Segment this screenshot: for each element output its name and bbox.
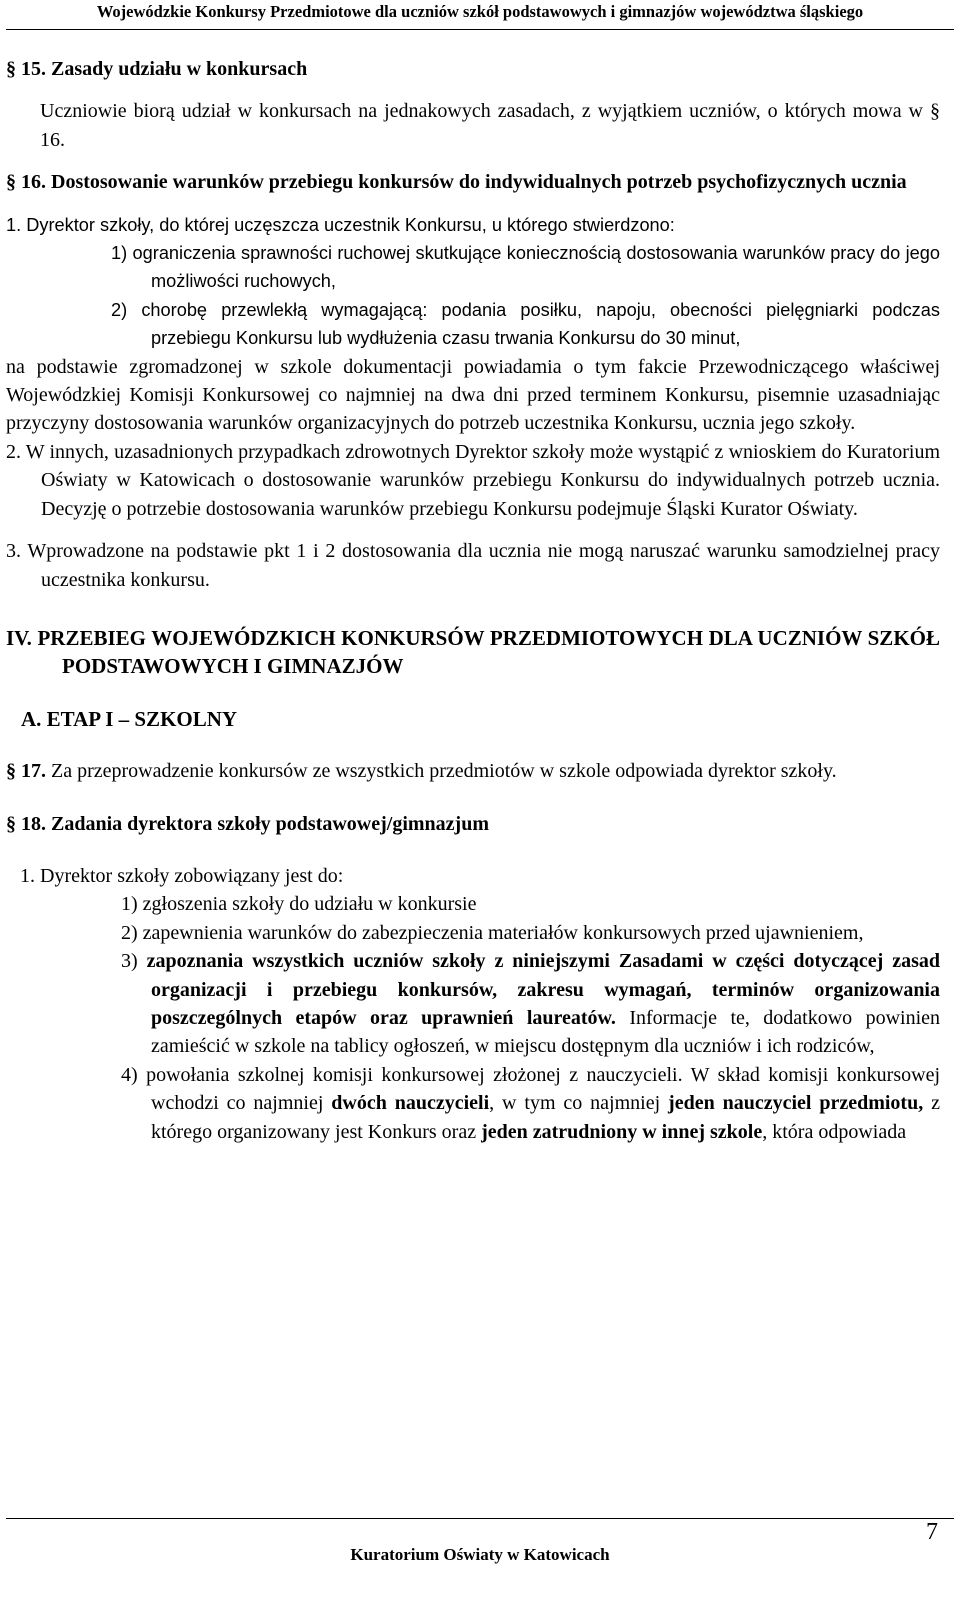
- section-18-item-4-text-a: 4) powołania szkolnej komisji konkursowej złożonej z nauczycieli. W skład komisji konkursowej wchodzi co najmniej: [121, 1063, 940, 1115]
- section-18-item-4-bold-b: dwóch nauczycieli: [331, 1092, 490, 1115]
- section-15-text: Uczniowie biorą udział w konkursach na jednakowych zasadach, z wyjątkiem uczniów, o których mowa w § 16.: [40, 100, 940, 151]
- section-16-point-2: 2. W innych, uzasadnionych przypadkach zdrowotnych Dyrektor szkoły może wystąpić z wnioskiem do Kuratorium Oświaty w Katowicach o dostosowanie warunków przebiegu Konkursu do indywidualnych potrzeb ucznia. Decyzję o potrzebie dostosowania warunków przebiegu Konkursu podejmuje Śląski Kurator Oświaty.: [6, 440, 940, 520]
- section-18-item-4-text-c: , w tym co najmniej: [489, 1092, 669, 1115]
- page-number: 7: [926, 1519, 938, 1545]
- section-18-item-3-rest: Informacje te, dodatkowo powinien zamieścić w szkole na tablicy ogłoszeń, w miejscu dostępnym dla uczniów i ich rodziców,: [151, 1006, 940, 1058]
- footer-rule: [6, 1518, 954, 1519]
- section-18-item-3-bold: zapoznania wszystkich uczniów szkoły z niniejszymi Zasadami w części dotyczącej zasad organizacji i przebiegu konkursów, zakresu wymagań, terminów organizowania poszczególnych etapów oraz uprawnień laureatów.: [146, 950, 940, 1029]
- section-17: [6, 757, 940, 785]
- section-16-point-1-sub-1: 1) ograniczenia sprawności ruchowej skutkujące koniecznością dostosowania warunków pracy do jego możliwości ruchowych,: [111, 243, 940, 292]
- section-18-item-1: 1) zgłoszenia szkoły do udziału w konkursie: [121, 893, 477, 916]
- section-16-point-3: 3. Wprowadzone na podstawie pkt 1 i 2 dostosowania dla ucznia nie mogą naruszać warunku samodzielnej pracy uczestnika konkursu.: [6, 540, 940, 591]
- section-18-item-3: [6, 947, 940, 1061]
- running-header: Wojewódzkie Konkursy Przedmiotowe dla uczniów szkół podstawowych i gimnazjów województwa śląskiego: [96, 2, 864, 21]
- section-16-point-1-intro: 1. Dyrektor szkoły, do której uczęszcza uczestnik Konkursu, u którego stwierdzono:: [6, 214, 675, 235]
- stage-title: A. ETAP I – SZKOLNY: [21, 706, 238, 731]
- header-rule: [6, 29, 954, 30]
- section-18-item-3-number: 3): [121, 950, 147, 973]
- section-18-item-4-text-e: z którego organizowany jest Konkurs oraz: [151, 1092, 940, 1143]
- section-18-item-4-bold-d: jeden nauczyciel przedmiotu,: [668, 1092, 924, 1115]
- section-18-item-4-bold-f: jeden zatrudniony w innej szkole: [481, 1120, 763, 1143]
- section-16-point-1-sub-2: 2) chorobę przewlekłą wymagającą: podania posiłku, napoju, obecności pielęgniarki podczas przebiegu Konkursu lub wydłużenia czasu trwania Konkursu do 30 minut,: [111, 299, 940, 349]
- section-18-heading: § 18. Zadania dyrektora szkoły podstawowej/gimnazjum: [6, 812, 489, 835]
- running-footer: Kuratorium Oświaty w Katowicach: [350, 1545, 610, 1564]
- section-18-item-2: 2) zapewnienia warunków do zabezpieczenia materiałów konkursowych przed ujawnieniem,: [121, 921, 864, 944]
- section-18-item-4-text-g: , która odpowiada: [762, 1120, 907, 1143]
- section-15-heading: § 15. Zasady udziału w konkursach: [6, 58, 308, 80]
- section-18-item-4: [6, 1061, 940, 1146]
- section-16-heading: § 16. Dostosowanie warunków przebiegu konkursów do indywidualnych potrzeb psychofizycznych ucznia: [6, 171, 907, 194]
- section-17-text: Za przeprowadzenie konkursów ze wszystkich przedmiotów w szkole odpowiada dyrektor szkoły.: [46, 760, 837, 783]
- section-16-point-1-rest: na podstawie zgromadzonej w szkole dokumentacji powiadamia o tym fakcie Przewodniczącego właściwej Wojewódzkiej Komisji Konkursowej co najmniej na dwa dni przed terminem Konkursu, pisemnie uzasadniając przyczyny dostosowania warunków organizacyjnych do potrzeb uczestnika Konkursu, ucznia jego szkoły.: [6, 355, 940, 435]
- section-17-number: § 17.: [6, 760, 46, 783]
- page-content: [6, 55, 940, 1146]
- section-18-intro: 1. Dyrektor szkoły zobowiązany jest do:: [20, 864, 344, 887]
- chapter-title: IV. PRZEBIEG WOJEWÓDZKICH KONKURSÓW PRZEDMIOTOWYCH DLA UCZNIÓW SZKÓŁ PODSTAWOWYCH I GIMNAZJÓW: [6, 625, 940, 679]
